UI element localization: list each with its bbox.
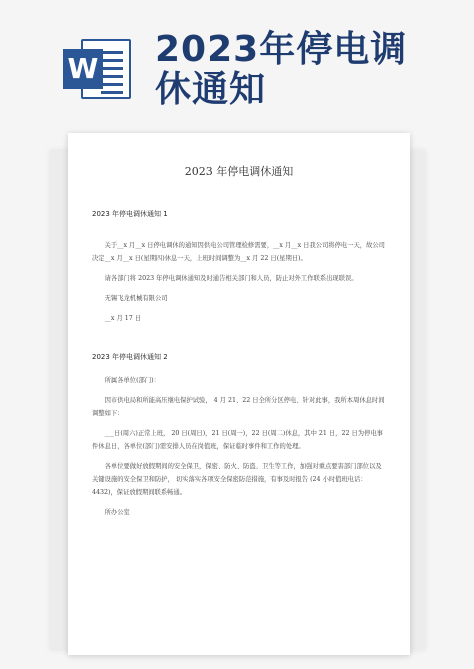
section-1-company: 无锡飞龙机械有限公司 xyxy=(104,295,168,302)
document-title: 2023 年停电调休通知 xyxy=(184,165,294,178)
section-2-heading: 2023 年停电调休通知 2 xyxy=(92,353,168,361)
word-icon-letter: W xyxy=(63,49,103,89)
section-2-paragraph-4: 各单位要做好放假期间的安全保卫，保密、防火、防盗、卫生等工作，加强对重点要害部门部位以及关键设施的安全保卫和防护， 切实落实各项安全保密防范措施，有事及时报告 (24 小时值班电话：4432)，保证放假期间联系畅通。 xyxy=(92,463,382,496)
document-page xyxy=(68,133,410,655)
section-1-paragraph-1: 关于__x 月__x 日停电调休的通知因供电公司管理检修需要，__x 月__x 日我公司将停电一天，故公司决定__x 月__x 日(星期四)休息一天，上班时间调整为__x 月 22 日(星期日)。 xyxy=(92,242,385,262)
section-2-paragraph-1: 所属各单位(部门)： xyxy=(104,377,160,384)
section-2-signature: 所办公室 xyxy=(104,509,130,516)
section-1-paragraph-2: 请各部门将 2023 年停电调休通知及时通告相关部门和人员，防止对外工作联系出现联误。 xyxy=(104,275,358,282)
section-1-heading: 2023 年停电调休通知 1 xyxy=(92,210,168,218)
page-title-line-2: 休通知 xyxy=(155,69,267,110)
page-title-line-1: 2023年停电调 xyxy=(155,29,408,70)
section-1-date: __x 月 17 日 xyxy=(104,315,142,322)
page-title xyxy=(155,30,407,110)
word-document-icon xyxy=(63,37,133,101)
section-2-paragraph-3: ___日(周六)正常上班， 20 日(周日)，21 日(周一)，22 日(周二)休息，其中 21 日，22 日为停电事件休息日，各单位(部门)需安排人员在岗值班，保证临时事件和工作的处理。 xyxy=(92,430,383,450)
section-2-paragraph-2: 因市供电局和所能高压继电保护试验， 4 月 21、22 日全所分区停电、针对此事，我所本周休息时间调整如下： xyxy=(92,397,385,417)
